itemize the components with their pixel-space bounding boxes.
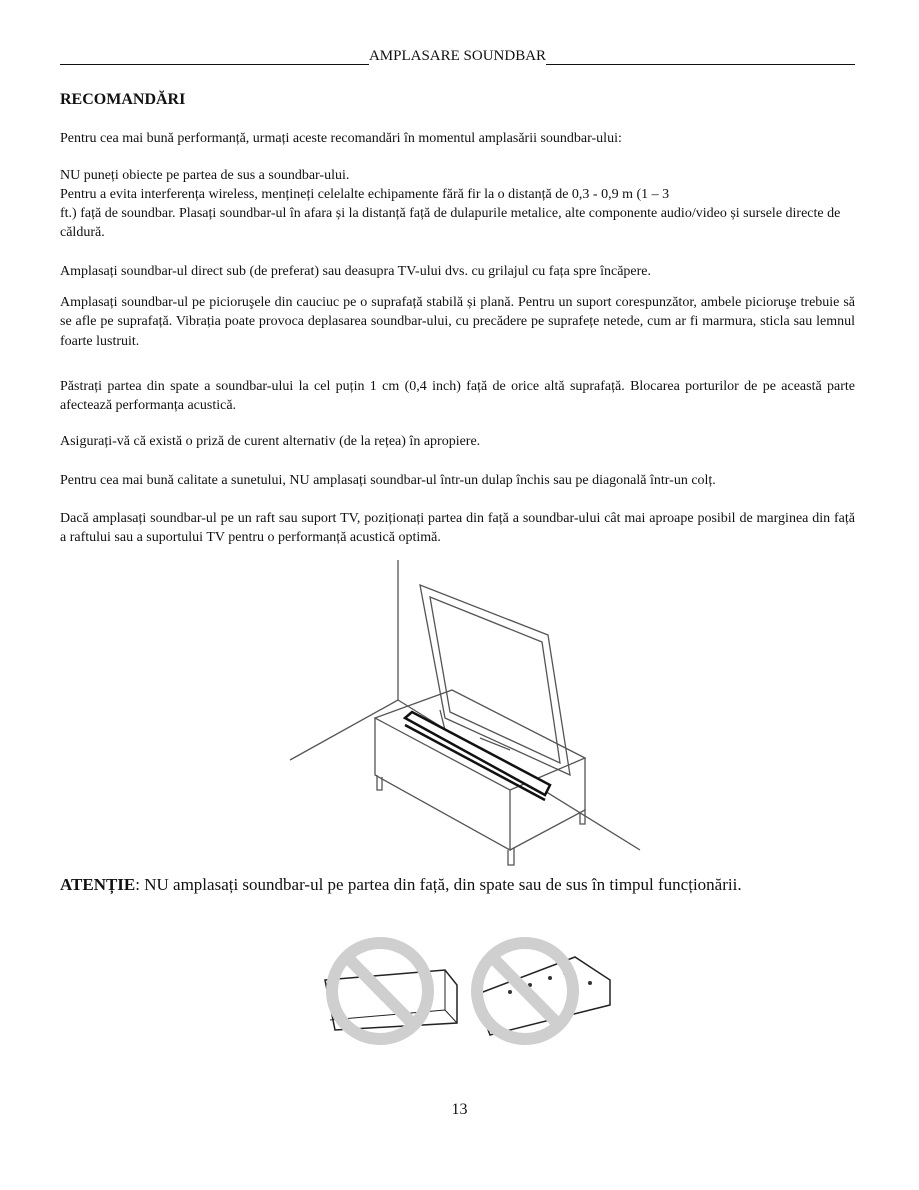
intro-paragraph: Pentru cea mai bună performanță, urmați aceste recomandări în momentul amplasării soundbar-ului: [60,131,622,146]
header-title: AMPLASARE SOUNDBAR [368,48,547,64]
paragraph-rubber-feet: Amplasați soundbar-ul pe picioruşele din cauciuc pe o suprafață stabilă și plană. Pentru un suport corespunzător, ambele picioruşe trebuie să se afle pe suprafață. Vibrația poate provoca deplasarea soundbar-ului, cu precădere pe suprafețe netede, cum ar fi marmura, sticla sau lemnul foarte lustruit. [60,295,855,349]
tv-soundbar-illustration [280,560,650,870]
paragraph-wireless-1: Pentru a evita interferența wireless, mențineți celelalte echipamente fără fir la o distanță de 0,3 - 0,9 m (1 – 3 [60,187,670,202]
header-rule-right [546,50,855,65]
page-header [60,48,855,65]
paragraph-shelf: Dacă amplasați soundbar-ul pe un raft sau suport TV, poziționați partea din față a soundbar-ului cât mai aproape posibil de marginea din față a raftului sau a suportului TV pentru o performanță acustică optimă. [60,511,855,546]
header-rule-left [60,50,369,65]
attention-label: ATENȚIE [60,875,136,894]
prohibited-front-placement-icon [315,935,465,1050]
paragraph-outlet: Asigurați-vă că există o priză de curent alternativ (de la rețea) în apropiere. [60,434,481,449]
section-title: RECOMANDĂRI [60,91,186,108]
attention-note [60,875,742,895]
paragraph-rear-clearance: Păstrați partea din spate a soundbar-ului la cel puțin 1 cm (0,4 inch) față de orice altă suprafață. Blocarea porturilor de pe această parte afectează performanța acustică. [60,379,855,414]
prohibited-top-placement-icon [465,935,615,1050]
attention-text: : NU amplasați soundbar-ul pe partea din față, din spate sau de sus în timpul funcționării. [135,875,742,894]
page-number: 13 [451,1101,468,1118]
paragraph-wireless-2: ft.) față de soundbar. Plasați soundbar-ul în afara și la distanță față de dulapurile metalice, alte componente audio/video și sursele directe de căldură. [60,206,841,241]
paragraph-placement: Amplasați soundbar-ul direct sub (de preferat) sau deasupra TV-ului dvs. cu grilajul cu fața spre încăpere. [60,264,652,279]
paragraph-cabinet: Pentru cea mai bună calitate a sunetului, NU amplasați soundbar-ul într-un dulap închis sau pe diagonală într-un colț. [60,473,716,488]
paragraph-no-objects: NU puneți obiecte pe partea de sus a soundbar-ului. [60,168,350,183]
